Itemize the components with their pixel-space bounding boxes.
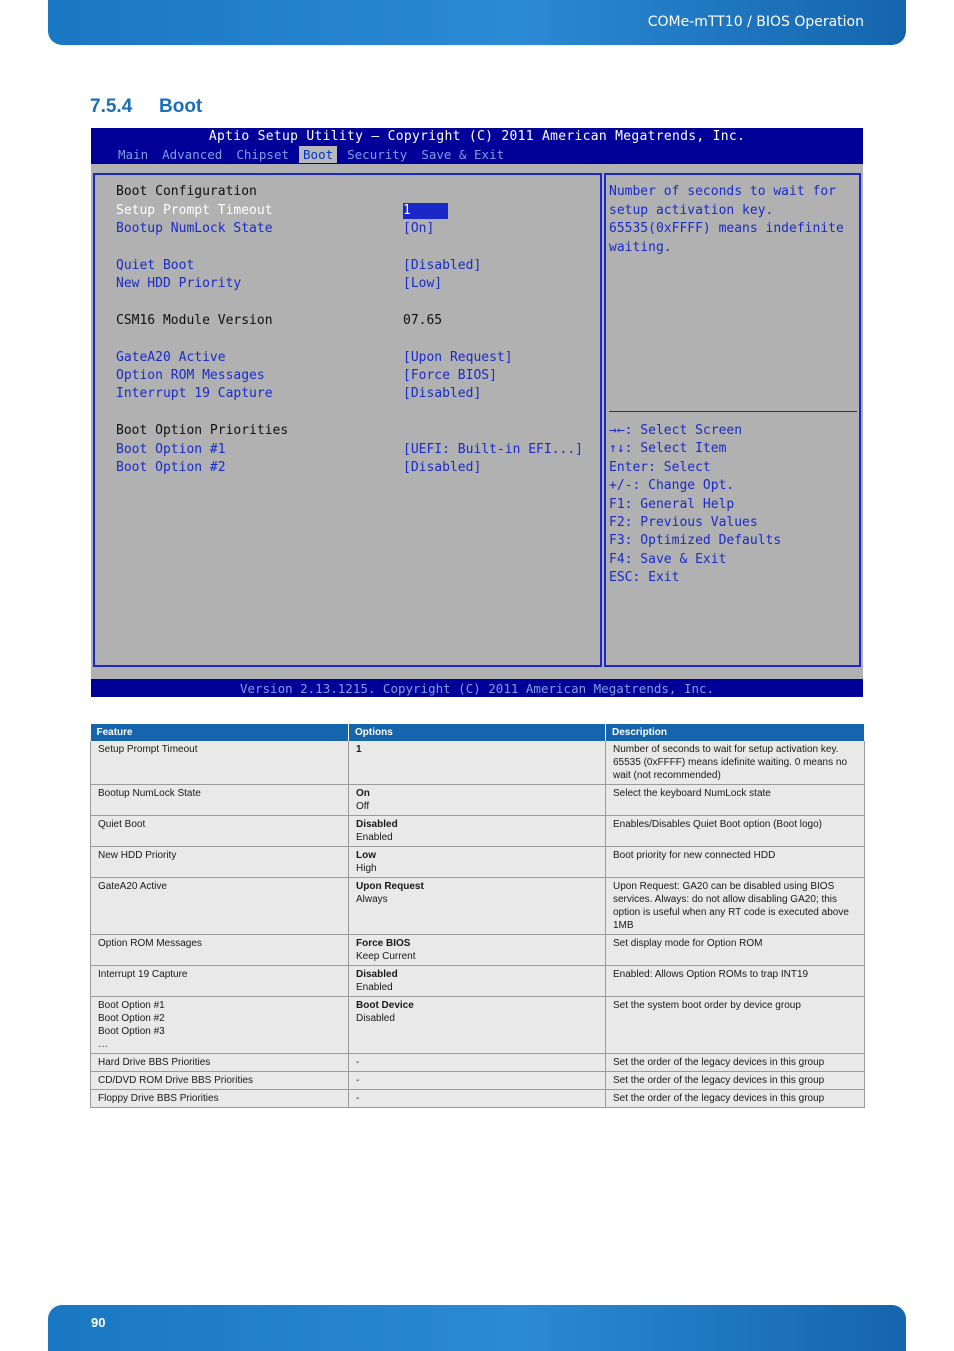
bios-tab-boot[interactable]: Boot bbox=[299, 146, 337, 163]
bios-key-hint: Enter: Select bbox=[609, 459, 711, 475]
description-cell: Boot priority for new connected HDD bbox=[606, 847, 865, 878]
bios-setting-value[interactable]: [Low] bbox=[403, 276, 443, 291]
options-cell bbox=[349, 847, 606, 878]
feature-name: Option ROM Messages bbox=[98, 938, 202, 949]
bios-setting-value[interactable]: [Upon Request] bbox=[403, 350, 513, 365]
bios-setting-value[interactable]: [On] bbox=[403, 221, 435, 236]
bios-footer: Version 2.13.1215. Copyright (C) 2011 American Megatrends, Inc. bbox=[239, 681, 715, 696]
bios-setting-label: Bootup NumLock State bbox=[116, 221, 273, 236]
options-cell bbox=[349, 997, 606, 1054]
bios-key-hint: ↑↓: Select Item bbox=[609, 441, 727, 457]
bios-key-hint: F2: Previous Values bbox=[609, 515, 758, 530]
description-cell: Number of seconds to wait for setup activation key. 65535 (0xFFFF) means idefinite waiting. 0 means no wait (not recommended) bbox=[606, 741, 865, 785]
table-header-row bbox=[91, 724, 865, 741]
table-row bbox=[91, 816, 865, 847]
description-cell: Set the order of the legacy devices in this group bbox=[606, 1054, 865, 1072]
feature-cell bbox=[91, 741, 349, 785]
options-cell bbox=[349, 935, 606, 966]
section-number: 7.5.4 bbox=[90, 96, 133, 117]
option-default: Low bbox=[356, 850, 376, 861]
feature-cell bbox=[91, 1054, 349, 1072]
bios-key-hint: F3: Optimized Defaults bbox=[609, 533, 782, 549]
table-row bbox=[91, 935, 865, 966]
bios-setting-value[interactable]: [Disabled] bbox=[403, 258, 482, 273]
feature-cell bbox=[91, 935, 349, 966]
options-cell bbox=[349, 1090, 606, 1108]
options-cell bbox=[349, 878, 606, 935]
options-cell bbox=[349, 1072, 606, 1090]
description-cell: Set display mode for Option ROM bbox=[606, 935, 865, 966]
bios-tab-security[interactable]: Security bbox=[347, 147, 408, 162]
option-alternative: - bbox=[356, 1075, 360, 1086]
bios-help-text: Number of seconds to wait for bbox=[609, 184, 836, 199]
section-title: Boot bbox=[159, 96, 203, 117]
feature-name: Bootup NumLock State bbox=[98, 788, 201, 799]
option-alternative: - bbox=[356, 1093, 360, 1104]
option-alternative: Enabled bbox=[356, 982, 393, 993]
bios-tab-main[interactable]: Main bbox=[118, 147, 149, 162]
feature-cell bbox=[91, 966, 349, 997]
table-row bbox=[91, 1072, 865, 1090]
options-cell bbox=[349, 741, 606, 785]
bios-tab-advanced[interactable]: Advanced bbox=[162, 147, 223, 162]
table-header-description: Description bbox=[606, 724, 865, 741]
description-cell: Set the order of the legacy devices in this group bbox=[606, 1072, 865, 1090]
page-number: 90 bbox=[91, 1315, 106, 1330]
table-row bbox=[91, 997, 865, 1054]
bios-setting-value[interactable]: [Force BIOS] bbox=[403, 368, 497, 383]
bios-key-hint: F4: Save & Exit bbox=[609, 551, 727, 567]
feature-name: Boot Option #1 bbox=[98, 1000, 165, 1011]
options-cell bbox=[349, 816, 606, 847]
option-alternative: Enabled bbox=[356, 832, 393, 843]
section-heading bbox=[90, 96, 202, 118]
option-default: On bbox=[356, 788, 370, 799]
bios-tab-save-exit[interactable]: Save & Exit bbox=[421, 147, 505, 162]
option-default: Upon Request bbox=[356, 881, 424, 892]
bios-setting-value[interactable]: 1 bbox=[403, 203, 448, 219]
bios-setting-value: 07.65 bbox=[403, 313, 443, 328]
bios-key-hint: +/-: Change Opt. bbox=[609, 478, 735, 494]
bios-screen bbox=[91, 128, 863, 697]
option-default: Disabled bbox=[356, 819, 398, 830]
feature-name: Hard Drive BBS Priorities bbox=[98, 1057, 211, 1068]
bios-title: Aptio Setup Utility – Copyright (C) 2011 American Megatrends, Inc. bbox=[208, 129, 746, 144]
table-body bbox=[91, 741, 865, 1108]
feature-name: Boot Option #3 bbox=[98, 1026, 165, 1037]
bios-setting-value[interactable]: [UEFI: Built-in EFI...] bbox=[403, 442, 584, 457]
feature-name: Boot Option #2 bbox=[98, 1013, 165, 1024]
option-default: Disabled bbox=[356, 969, 398, 980]
feature-cell bbox=[91, 847, 349, 878]
feature-cell bbox=[91, 997, 349, 1054]
table-row bbox=[91, 878, 865, 935]
bios-setting-value[interactable]: [Disabled] bbox=[403, 386, 482, 401]
option-alternative: High bbox=[356, 863, 377, 874]
option-default: Force BIOS bbox=[356, 938, 411, 949]
bios-settings-pane bbox=[93, 173, 602, 667]
option-alternative: Disabled bbox=[356, 1013, 395, 1024]
bios-key-hint: →←: Select Screen bbox=[609, 423, 743, 438]
feature-name: New HDD Priority bbox=[98, 850, 177, 861]
bios-help-text: 65535(0xFFFF) means indefinite bbox=[609, 221, 844, 236]
options-cell bbox=[349, 785, 606, 816]
bios-setting-label: CSM16 Module Version bbox=[116, 313, 273, 328]
description-cell: Upon Request: GA20 can be disabled using BIOS services. Always: do not allow disabling GA20; this option is useful when any RT code is executed above 1MB bbox=[606, 878, 865, 935]
description-cell: Enabled: Allows Option ROMs to trap INT19 bbox=[606, 966, 865, 997]
table-row bbox=[91, 741, 865, 785]
bios-setting-label: Boot Option #2 bbox=[116, 460, 226, 475]
options-cell bbox=[349, 1054, 606, 1072]
feature-cell bbox=[91, 1072, 349, 1090]
bios-setting-label: Boot Option Priorities bbox=[116, 423, 289, 438]
bios-setting-label: Boot Option #1 bbox=[116, 442, 226, 457]
description-cell: Enables/Disables Quiet Boot option (Boot logo) bbox=[606, 816, 865, 847]
bios-setting-label: Setup Prompt Timeout bbox=[116, 203, 273, 218]
option-alternative: Keep Current bbox=[356, 951, 416, 962]
bios-setting-value[interactable]: [Disabled] bbox=[403, 460, 482, 475]
feature-name: Interrupt 19 Capture bbox=[98, 969, 188, 980]
bios-panel bbox=[91, 164, 863, 679]
bios-menu-bar bbox=[114, 146, 514, 163]
table-header-feature: Feature bbox=[91, 724, 349, 741]
table-header-options: Options bbox=[349, 724, 606, 741]
feature-cell bbox=[91, 785, 349, 816]
description-cell: Select the keyboard NumLock state bbox=[606, 785, 865, 816]
feature-name: Quiet Boot bbox=[98, 819, 146, 830]
feature-name: … bbox=[98, 1039, 108, 1050]
bios-key-hint: F1: General Help bbox=[609, 496, 735, 512]
bios-help-pane bbox=[604, 173, 861, 667]
feature-cell bbox=[91, 1090, 349, 1108]
feature-name: Setup Prompt Timeout bbox=[98, 744, 198, 755]
table-row bbox=[91, 966, 865, 997]
bios-help-text: waiting. bbox=[609, 239, 672, 255]
table-row bbox=[91, 1090, 865, 1108]
bios-tab-chipset[interactable]: Chipset bbox=[236, 147, 290, 162]
bios-setting-label: Quiet Boot bbox=[116, 258, 195, 273]
feature-name: CD/DVD ROM Drive BBS Priorities bbox=[98, 1075, 254, 1086]
bios-setting-label: Interrupt 19 Capture bbox=[116, 386, 273, 401]
bios-help-text: setup activation key. bbox=[609, 202, 774, 218]
table-row bbox=[91, 785, 865, 816]
bios-key-hint: ESC: Exit bbox=[609, 570, 680, 586]
table-row bbox=[91, 1054, 865, 1072]
bios-setting-label: Boot Configuration bbox=[116, 184, 257, 199]
feature-name: GateA20 Active bbox=[98, 881, 167, 892]
bios-setting-label: New HDD Priority bbox=[116, 276, 242, 291]
top-banner bbox=[48, 0, 906, 45]
bios-setting-label: Option ROM Messages bbox=[116, 368, 265, 383]
option-default: 1 bbox=[356, 744, 362, 755]
option-alternative: Off bbox=[356, 801, 370, 812]
option-default: Boot Device bbox=[356, 1000, 414, 1011]
feature-table bbox=[90, 724, 865, 1108]
table-row bbox=[91, 847, 865, 878]
document-title: COMe-mTT10 / BIOS Operation bbox=[647, 14, 864, 30]
feature-cell bbox=[91, 878, 349, 935]
description-cell: Set the system boot order by device group bbox=[606, 997, 865, 1054]
bios-setting-label: GateA20 Active bbox=[116, 350, 226, 365]
options-cell bbox=[349, 966, 606, 997]
help-divider bbox=[609, 411, 857, 412]
option-alternative: Always bbox=[356, 894, 388, 905]
bottom-banner bbox=[48, 1305, 906, 1351]
description-cell: Set the order of the legacy devices in this group bbox=[606, 1090, 865, 1108]
feature-name: Floppy Drive BBS Priorities bbox=[98, 1093, 219, 1104]
option-alternative: - bbox=[356, 1057, 360, 1068]
feature-cell bbox=[91, 816, 349, 847]
